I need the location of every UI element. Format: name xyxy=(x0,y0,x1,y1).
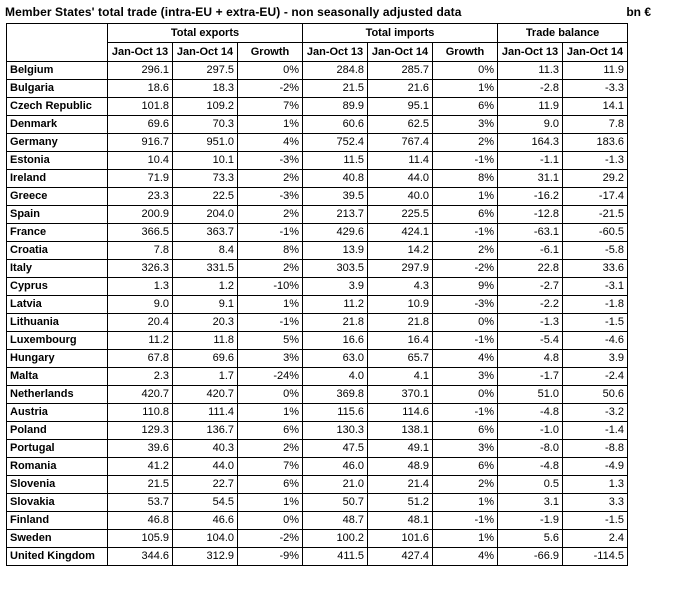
table-row xyxy=(7,350,628,368)
value-cell: 6% xyxy=(238,422,303,440)
value-cell: 2% xyxy=(433,242,498,260)
value-cell: -6.1 xyxy=(498,242,563,260)
value-cell: 0% xyxy=(238,62,303,80)
value-cell: 7.8 xyxy=(563,116,628,134)
table-body xyxy=(7,62,628,566)
country-cell: Denmark xyxy=(7,116,108,134)
value-cell: 4.1 xyxy=(368,368,433,386)
table-header xyxy=(7,24,628,62)
value-cell: -2.8 xyxy=(498,80,563,98)
value-cell: 130.3 xyxy=(303,422,368,440)
value-cell: -16.2 xyxy=(498,188,563,206)
value-cell: -2% xyxy=(433,260,498,278)
table-row xyxy=(7,62,628,80)
value-cell: 1% xyxy=(238,296,303,314)
value-cell: -1.1 xyxy=(498,152,563,170)
country-cell: Netherlands xyxy=(7,386,108,404)
value-cell: 50.7 xyxy=(303,494,368,512)
value-cell: -2.2 xyxy=(498,296,563,314)
table-row xyxy=(7,116,628,134)
value-cell: 51.0 xyxy=(498,386,563,404)
value-cell: -1.9 xyxy=(498,512,563,530)
value-cell: 366.5 xyxy=(108,224,173,242)
value-cell: 9% xyxy=(433,278,498,296)
value-cell: 111.4 xyxy=(173,404,238,422)
table-row xyxy=(7,548,628,566)
table-row xyxy=(7,242,628,260)
value-cell: 62.5 xyxy=(368,116,433,134)
value-cell: 6% xyxy=(433,422,498,440)
value-cell: 21.6 xyxy=(368,80,433,98)
value-cell: -24% xyxy=(238,368,303,386)
value-cell: -1% xyxy=(433,512,498,530)
value-cell: -3% xyxy=(238,152,303,170)
value-cell: 7% xyxy=(238,98,303,116)
value-cell: 40.3 xyxy=(173,440,238,458)
value-cell: 11.3 xyxy=(498,62,563,80)
value-cell: 4.0 xyxy=(303,368,368,386)
value-cell: 31.1 xyxy=(498,170,563,188)
value-cell: 429.6 xyxy=(303,224,368,242)
value-cell: 40.8 xyxy=(303,170,368,188)
value-cell: 21.8 xyxy=(368,314,433,332)
value-cell: -3% xyxy=(238,188,303,206)
value-cell: 2.4 xyxy=(563,530,628,548)
value-cell: 46.8 xyxy=(108,512,173,530)
group-header-total-imports: Total imports xyxy=(303,24,498,43)
column-header-6: Growth xyxy=(433,43,498,62)
table-row xyxy=(7,332,628,350)
value-cell: 20.3 xyxy=(173,314,238,332)
value-cell: -1% xyxy=(433,152,498,170)
value-cell: 4% xyxy=(238,134,303,152)
value-cell: 22.7 xyxy=(173,476,238,494)
value-cell: 18.6 xyxy=(108,80,173,98)
value-cell: 22.8 xyxy=(498,260,563,278)
value-cell: 3.1 xyxy=(498,494,563,512)
group-header-trade-balance: Trade balance xyxy=(498,24,628,43)
value-cell: 200.9 xyxy=(108,206,173,224)
value-cell: -2% xyxy=(238,530,303,548)
value-cell: 20.4 xyxy=(108,314,173,332)
value-cell: 69.6 xyxy=(108,116,173,134)
value-cell: 46.0 xyxy=(303,458,368,476)
country-cell: Romania xyxy=(7,458,108,476)
value-cell: 16.6 xyxy=(303,332,368,350)
table-row xyxy=(7,296,628,314)
value-cell: 916.7 xyxy=(108,134,173,152)
value-cell: 9.0 xyxy=(498,116,563,134)
country-cell: Hungary xyxy=(7,350,108,368)
value-cell: -1.4 xyxy=(563,422,628,440)
value-cell: 0% xyxy=(433,314,498,332)
value-cell: 5% xyxy=(238,332,303,350)
country-cell: Italy xyxy=(7,260,108,278)
country-cell: Poland xyxy=(7,422,108,440)
table-row xyxy=(7,206,628,224)
value-cell: 1.7 xyxy=(173,368,238,386)
value-cell: 65.7 xyxy=(368,350,433,368)
value-cell: 11.5 xyxy=(303,152,368,170)
country-cell: Slovakia xyxy=(7,494,108,512)
value-cell: -3.1 xyxy=(563,278,628,296)
country-cell: Bulgaria xyxy=(7,80,108,98)
column-header-3: Growth xyxy=(238,43,303,62)
value-cell: 297.5 xyxy=(173,62,238,80)
value-cell: 4% xyxy=(433,548,498,566)
value-cell: 10.1 xyxy=(173,152,238,170)
country-cell: Czech Republic xyxy=(7,98,108,116)
value-cell: 95.1 xyxy=(368,98,433,116)
value-cell: 2% xyxy=(238,260,303,278)
value-cell: -1% xyxy=(433,404,498,422)
column-header-8: Jan-Oct 14 xyxy=(563,43,628,62)
value-cell: 9.0 xyxy=(108,296,173,314)
table-row xyxy=(7,404,628,422)
value-cell: 3.3 xyxy=(563,494,628,512)
value-cell: 2.3 xyxy=(108,368,173,386)
value-cell: 22.5 xyxy=(173,188,238,206)
country-cell: Lithuania xyxy=(7,314,108,332)
value-cell: 1% xyxy=(238,404,303,422)
table-row xyxy=(7,440,628,458)
value-cell: 204.0 xyxy=(173,206,238,224)
value-cell: 16.4 xyxy=(368,332,433,350)
value-cell: -2% xyxy=(238,80,303,98)
value-cell: 8.4 xyxy=(173,242,238,260)
value-cell: 21.5 xyxy=(108,476,173,494)
value-cell: 424.1 xyxy=(368,224,433,242)
value-cell: 101.8 xyxy=(108,98,173,116)
value-cell: -66.9 xyxy=(498,548,563,566)
country-cell: Ireland xyxy=(7,170,108,188)
value-cell: 363.7 xyxy=(173,224,238,242)
value-cell: 23.3 xyxy=(108,188,173,206)
value-cell: 1.3 xyxy=(108,278,173,296)
value-cell: -1.0 xyxy=(498,422,563,440)
value-cell: -2.7 xyxy=(498,278,563,296)
value-cell: 2% xyxy=(238,440,303,458)
value-cell: 29.2 xyxy=(563,170,628,188)
value-cell: 47.5 xyxy=(303,440,368,458)
value-cell: -3% xyxy=(433,296,498,314)
value-cell: 2% xyxy=(238,206,303,224)
value-cell: 9.1 xyxy=(173,296,238,314)
value-cell: 71.9 xyxy=(108,170,173,188)
value-cell: 21.4 xyxy=(368,476,433,494)
value-cell: -12.8 xyxy=(498,206,563,224)
value-cell: 1% xyxy=(433,494,498,512)
country-cell: Malta xyxy=(7,368,108,386)
column-header-2: Jan-Oct 14 xyxy=(173,43,238,62)
table-row xyxy=(7,224,628,242)
value-cell: 63.0 xyxy=(303,350,368,368)
value-cell: 284.8 xyxy=(303,62,368,80)
value-cell: 21.8 xyxy=(303,314,368,332)
value-cell: 50.6 xyxy=(563,386,628,404)
group-header-row xyxy=(7,24,628,43)
value-cell: -63.1 xyxy=(498,224,563,242)
title-bar xyxy=(0,0,683,23)
country-cell: Croatia xyxy=(7,242,108,260)
value-cell: 0% xyxy=(433,386,498,404)
value-cell: 6% xyxy=(433,98,498,116)
value-cell: 11.9 xyxy=(498,98,563,116)
value-cell: 2% xyxy=(433,476,498,494)
value-cell: 1.2 xyxy=(173,278,238,296)
value-cell: 164.3 xyxy=(498,134,563,152)
value-cell: -5.4 xyxy=(498,332,563,350)
value-cell: 3.9 xyxy=(563,350,628,368)
table-row xyxy=(7,260,628,278)
value-cell: 411.5 xyxy=(303,548,368,566)
column-header-5: Jan-Oct 14 xyxy=(368,43,433,62)
value-cell: 1% xyxy=(433,80,498,98)
value-cell: -1.5 xyxy=(563,512,628,530)
value-cell: 8% xyxy=(238,242,303,260)
table-row xyxy=(7,494,628,512)
trade-table xyxy=(6,23,628,566)
value-cell: 44.0 xyxy=(368,170,433,188)
country-cell: Slovenia xyxy=(7,476,108,494)
value-cell: 0% xyxy=(238,512,303,530)
value-cell: 48.7 xyxy=(303,512,368,530)
value-cell: -1.8 xyxy=(563,296,628,314)
table-row xyxy=(7,80,628,98)
value-cell: 14.2 xyxy=(368,242,433,260)
table-row xyxy=(7,386,628,404)
value-cell: 951.0 xyxy=(173,134,238,152)
value-cell: 0% xyxy=(433,62,498,80)
value-cell: 51.2 xyxy=(368,494,433,512)
value-cell: 89.9 xyxy=(303,98,368,116)
value-cell: 110.8 xyxy=(108,404,173,422)
value-cell: 104.0 xyxy=(173,530,238,548)
value-cell: 297.9 xyxy=(368,260,433,278)
value-cell: 41.2 xyxy=(108,458,173,476)
value-cell: 44.0 xyxy=(173,458,238,476)
page-title: Member States' total trade (intra-EU + extra-EU) - non seasonally adjusted data xyxy=(5,5,462,19)
corner-cell xyxy=(7,24,108,62)
value-cell: 7.8 xyxy=(108,242,173,260)
table-row xyxy=(7,476,628,494)
value-cell: 0.5 xyxy=(498,476,563,494)
value-cell: 4.3 xyxy=(368,278,433,296)
value-cell: 69.6 xyxy=(173,350,238,368)
table-row xyxy=(7,152,628,170)
value-cell: 18.3 xyxy=(173,80,238,98)
value-cell: -4.9 xyxy=(563,458,628,476)
table-row xyxy=(7,314,628,332)
group-header-total-exports: Total exports xyxy=(108,24,303,43)
value-cell: 73.3 xyxy=(173,170,238,188)
value-cell: 21.5 xyxy=(303,80,368,98)
table-row xyxy=(7,530,628,548)
country-cell: Sweden xyxy=(7,530,108,548)
value-cell: -17.4 xyxy=(563,188,628,206)
table-row xyxy=(7,278,628,296)
value-cell: 11.8 xyxy=(173,332,238,350)
value-cell: 11.2 xyxy=(303,296,368,314)
value-cell: -4.6 xyxy=(563,332,628,350)
value-cell: 101.6 xyxy=(368,530,433,548)
country-cell: Latvia xyxy=(7,296,108,314)
value-cell: 115.6 xyxy=(303,404,368,422)
value-cell: 53.7 xyxy=(108,494,173,512)
table-row xyxy=(7,170,628,188)
country-cell: Austria xyxy=(7,404,108,422)
value-cell: 33.6 xyxy=(563,260,628,278)
country-cell: Belgium xyxy=(7,62,108,80)
value-cell: 48.1 xyxy=(368,512,433,530)
value-cell: 2% xyxy=(433,134,498,152)
value-cell: 11.2 xyxy=(108,332,173,350)
value-cell: 2% xyxy=(238,170,303,188)
value-cell: 1% xyxy=(433,530,498,548)
value-cell: 46.6 xyxy=(173,512,238,530)
value-cell: 420.7 xyxy=(108,386,173,404)
value-cell: 105.9 xyxy=(108,530,173,548)
value-cell: 67.8 xyxy=(108,350,173,368)
value-cell: 326.3 xyxy=(108,260,173,278)
value-cell: 225.5 xyxy=(368,206,433,224)
table-row xyxy=(7,512,628,530)
value-cell: 54.5 xyxy=(173,494,238,512)
table-row xyxy=(7,98,628,116)
value-cell: 420.7 xyxy=(173,386,238,404)
country-cell: Finland xyxy=(7,512,108,530)
column-header-1: Jan-Oct 13 xyxy=(108,43,173,62)
value-cell: -1% xyxy=(433,224,498,242)
country-cell: United Kingdom xyxy=(7,548,108,566)
value-cell: 138.1 xyxy=(368,422,433,440)
country-cell: Luxembourg xyxy=(7,332,108,350)
column-header-7: Jan-Oct 13 xyxy=(498,43,563,62)
value-cell: 6% xyxy=(433,206,498,224)
value-cell: 40.0 xyxy=(368,188,433,206)
value-cell: 129.3 xyxy=(108,422,173,440)
value-cell: -1.5 xyxy=(563,314,628,332)
value-cell: 370.1 xyxy=(368,386,433,404)
country-cell: Estonia xyxy=(7,152,108,170)
country-cell: Portugal xyxy=(7,440,108,458)
country-cell: France xyxy=(7,224,108,242)
value-cell: 7% xyxy=(238,458,303,476)
country-cell: Cyprus xyxy=(7,278,108,296)
column-header-4: Jan-Oct 13 xyxy=(303,43,368,62)
value-cell: -10% xyxy=(238,278,303,296)
value-cell: 6% xyxy=(238,476,303,494)
value-cell: -1% xyxy=(238,314,303,332)
value-cell: -1.3 xyxy=(563,152,628,170)
value-cell: 331.5 xyxy=(173,260,238,278)
value-cell: -8.0 xyxy=(498,440,563,458)
value-cell: 136.7 xyxy=(173,422,238,440)
value-cell: 14.1 xyxy=(563,98,628,116)
value-cell: 3% xyxy=(433,368,498,386)
value-cell: 4.8 xyxy=(498,350,563,368)
value-cell: 752.4 xyxy=(303,134,368,152)
table-row xyxy=(7,458,628,476)
country-cell: Greece xyxy=(7,188,108,206)
value-cell: 0% xyxy=(238,386,303,404)
value-cell: -60.5 xyxy=(563,224,628,242)
value-cell: 109.2 xyxy=(173,98,238,116)
value-cell: -1.7 xyxy=(498,368,563,386)
value-cell: -1.3 xyxy=(498,314,563,332)
value-cell: 70.3 xyxy=(173,116,238,134)
value-cell: 285.7 xyxy=(368,62,433,80)
value-cell: 213.7 xyxy=(303,206,368,224)
unit-label: bn € xyxy=(626,5,651,19)
value-cell: -5.8 xyxy=(563,242,628,260)
value-cell: 21.0 xyxy=(303,476,368,494)
table-row xyxy=(7,422,628,440)
value-cell: 11.4 xyxy=(368,152,433,170)
value-cell: 427.4 xyxy=(368,548,433,566)
value-cell: -114.5 xyxy=(563,548,628,566)
value-cell: -8.8 xyxy=(563,440,628,458)
value-cell: 296.1 xyxy=(108,62,173,80)
value-cell: 10.9 xyxy=(368,296,433,314)
value-cell: 8% xyxy=(433,170,498,188)
value-cell: 10.4 xyxy=(108,152,173,170)
value-cell: 49.1 xyxy=(368,440,433,458)
value-cell: 312.9 xyxy=(173,548,238,566)
value-cell: 11.9 xyxy=(563,62,628,80)
value-cell: 100.2 xyxy=(303,530,368,548)
table-row xyxy=(7,134,628,152)
value-cell: 369.8 xyxy=(303,386,368,404)
value-cell: 5.6 xyxy=(498,530,563,548)
value-cell: 3% xyxy=(433,440,498,458)
value-cell: 4% xyxy=(433,350,498,368)
value-cell: 3.9 xyxy=(303,278,368,296)
value-cell: -4.8 xyxy=(498,458,563,476)
value-cell: 3% xyxy=(433,116,498,134)
value-cell: 767.4 xyxy=(368,134,433,152)
value-cell: 39.6 xyxy=(108,440,173,458)
value-cell: 1.3 xyxy=(563,476,628,494)
value-cell: -9% xyxy=(238,548,303,566)
value-cell: -3.2 xyxy=(563,404,628,422)
value-cell: -3.3 xyxy=(563,80,628,98)
country-cell: Spain xyxy=(7,206,108,224)
value-cell: 60.6 xyxy=(303,116,368,134)
value-cell: -2.4 xyxy=(563,368,628,386)
value-cell: 114.6 xyxy=(368,404,433,422)
value-cell: 1% xyxy=(238,494,303,512)
value-cell: -1% xyxy=(433,332,498,350)
value-cell: 39.5 xyxy=(303,188,368,206)
value-cell: 1% xyxy=(433,188,498,206)
value-cell: 3% xyxy=(238,350,303,368)
table-row xyxy=(7,368,628,386)
value-cell: 303.5 xyxy=(303,260,368,278)
value-cell: 13.9 xyxy=(303,242,368,260)
value-cell: -21.5 xyxy=(563,206,628,224)
country-cell: Germany xyxy=(7,134,108,152)
value-cell: 1% xyxy=(238,116,303,134)
value-cell: 48.9 xyxy=(368,458,433,476)
table-row xyxy=(7,188,628,206)
value-cell: 183.6 xyxy=(563,134,628,152)
value-cell: -4.8 xyxy=(498,404,563,422)
value-cell: 344.6 xyxy=(108,548,173,566)
value-cell: 6% xyxy=(433,458,498,476)
value-cell: -1% xyxy=(238,224,303,242)
